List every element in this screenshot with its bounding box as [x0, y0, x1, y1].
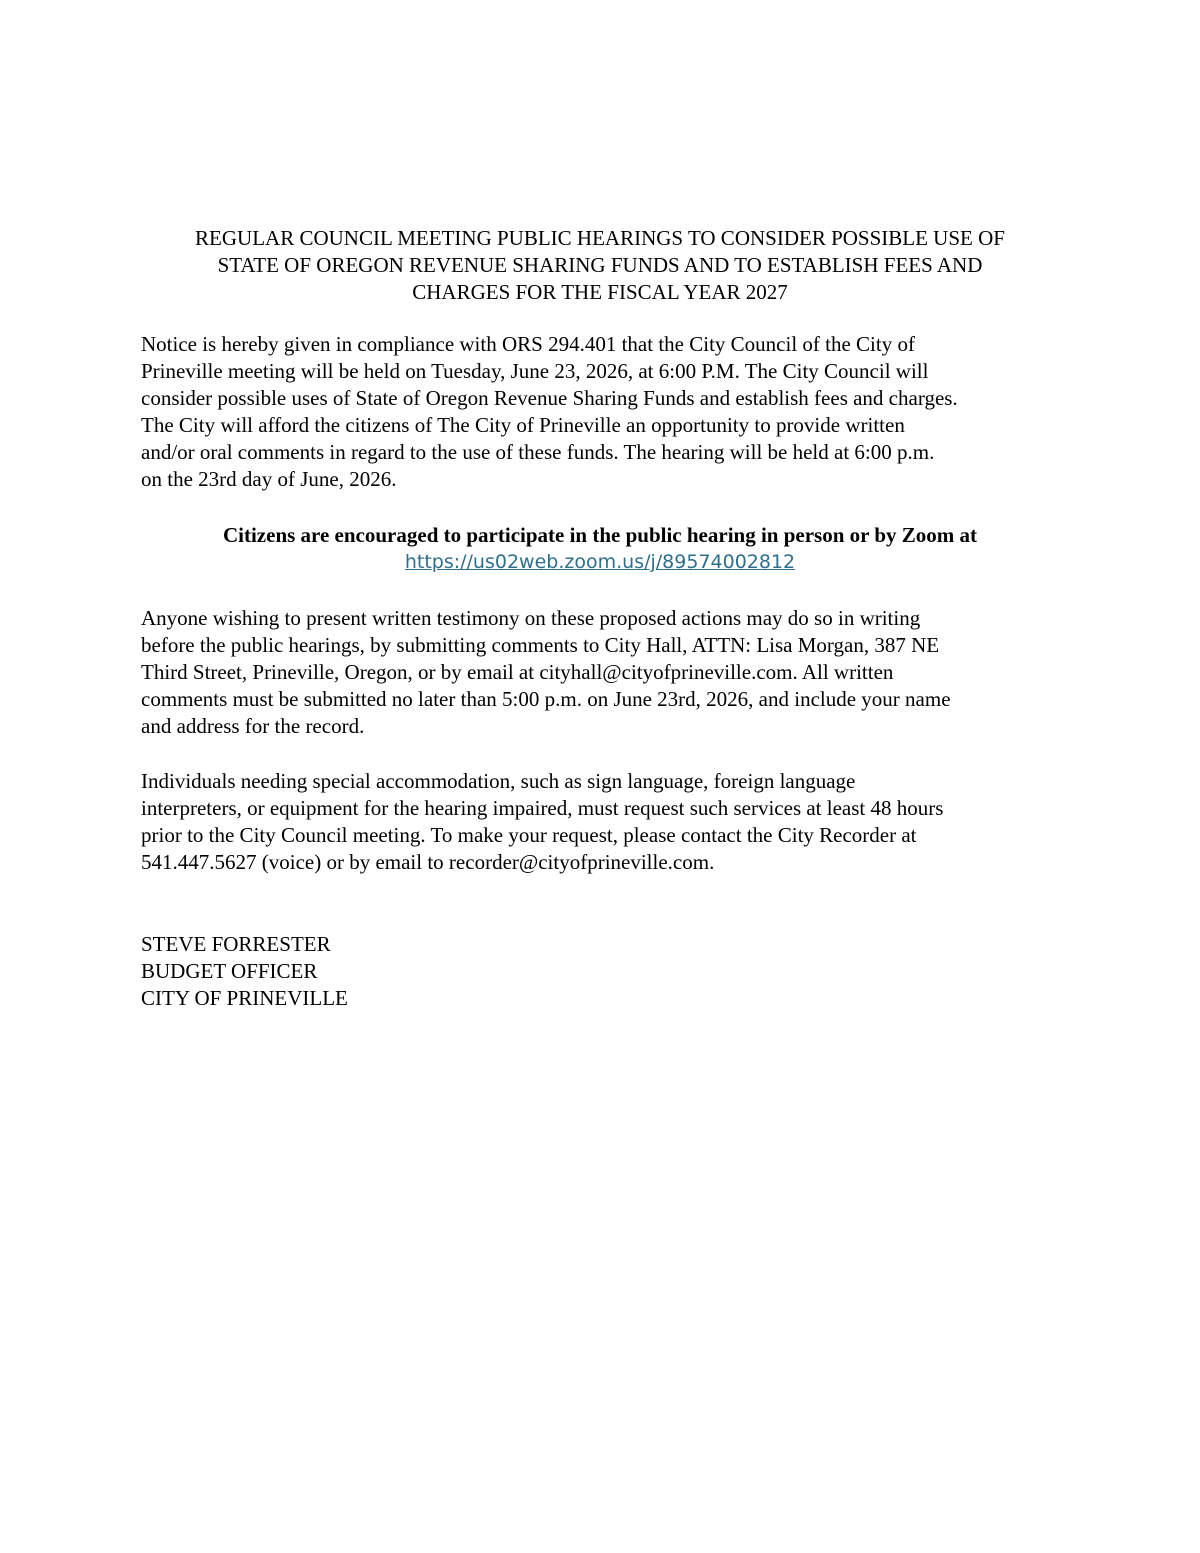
paragraph-line: Notice is hereby given in compliance with ORS 294.401 that the City Council of the City of	[141, 332, 915, 356]
accommodation-paragraph	[141, 768, 1081, 876]
signature-name: STEVE FORRESTER	[141, 932, 331, 956]
paragraph-line: before the public hearings, by submitting comments to City Hall, ATTN: Lisa Morgan, 387 NE	[141, 633, 940, 657]
title-line: REGULAR COUNCIL MEETING PUBLIC HEARINGS TO CONSIDER POSSIBLE USE OF	[195, 226, 1005, 250]
paragraph-line: Prineville meeting will be held on Tuesday, June 23, 2026, at 6:00 P.M. The City Council will	[141, 359, 929, 383]
paragraph-line: Anyone wishing to present written testimony on these proposed actions may do so in writing	[141, 606, 921, 630]
notice-paragraph	[141, 331, 1081, 493]
notice-title	[120, 225, 1080, 306]
signature-title: BUDGET OFFICER	[141, 959, 318, 983]
zoom-link[interactable]: https://us02web.zoom.us/j/89574002812	[404, 551, 796, 573]
paragraph-line: and address for the record.	[141, 714, 365, 738]
testimony-paragraph	[141, 605, 1081, 740]
zoom-heading: Citizens are encouraged to participate in the public hearing in person or by Zoom at	[222, 523, 978, 547]
paragraph-line: on the 23rd day of June, 2026.	[141, 467, 397, 491]
title-line: STATE OF OREGON REVENUE SHARING FUNDS AND TO ESTABLISH FEES AND	[217, 253, 983, 277]
zoom-section	[120, 522, 1080, 576]
title-line: CHARGES FOR THE FISCAL YEAR 2027	[412, 280, 788, 304]
paragraph-line: prior to the City Council meeting. To make your request, please contact the City Recorder at	[141, 823, 917, 847]
paragraph-line: interpreters, or equipment for the hearing impaired, must request such services at least 48 hours	[141, 796, 944, 820]
paragraph-line: 541.447.5627 (voice) or by email to recorder@cityofprineville.com.	[141, 850, 715, 874]
paragraph-line: consider possible uses of State of Oregon Revenue Sharing Funds and establish fees and charges.	[141, 386, 958, 410]
signature-organization: CITY OF PRINEVILLE	[141, 986, 348, 1010]
paragraph-line: Individuals needing special accommodation, such as sign language, foreign language	[141, 769, 856, 793]
paragraph-line: Third Street, Prineville, Oregon, or by email at cityhall@cityofprineville.com. All written	[141, 660, 894, 684]
signature-block	[141, 931, 348, 1012]
paragraph-line: and/or oral comments in regard to the use of these funds. The hearing will be held at 6:00 p.m.	[141, 440, 935, 464]
paragraph-line: The City will afford the citizens of The City of Prineville an opportunity to provide written	[141, 413, 905, 437]
paragraph-line: comments must be submitted no later than 5:00 p.m. on June 23rd, 2026, and include your name	[141, 687, 951, 711]
